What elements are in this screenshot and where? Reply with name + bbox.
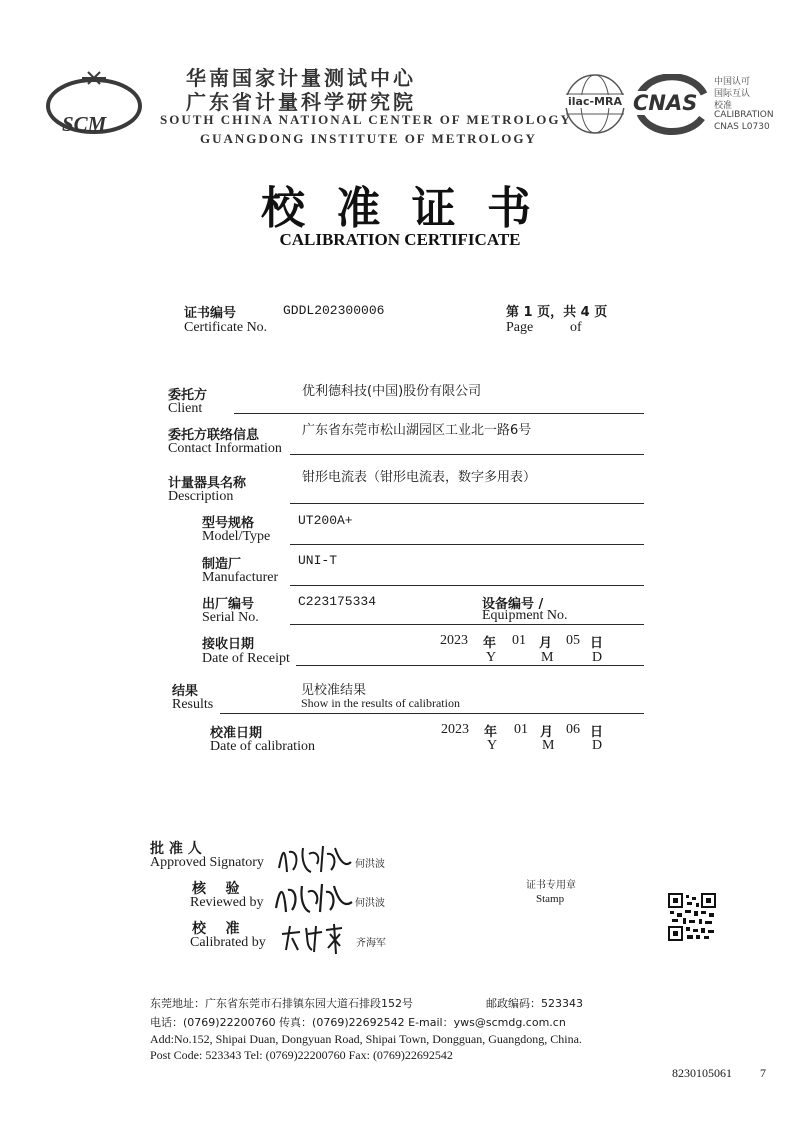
- results-value-cn: 见校准结果: [301, 683, 367, 698]
- manufacturer-label-cn: 制造厂: [202, 557, 242, 572]
- approved-name: 何洪波: [355, 859, 385, 870]
- model-underline: [290, 544, 644, 545]
- contact-label-cn: 委托方联络信息: [168, 428, 260, 443]
- receipt-year: 2023: [440, 633, 468, 648]
- receipt-year-en: Y: [486, 650, 497, 665]
- reviewed-signature: [272, 880, 354, 916]
- receipt-month-en: M: [541, 650, 554, 665]
- document-number: 8230105061: [672, 1066, 732, 1080]
- calibration-year: 2023: [441, 722, 469, 737]
- calibration-date-label-en: Date of calibration: [210, 739, 315, 754]
- institute-name-cn-2: 广东省计量科学研究院: [186, 90, 416, 114]
- approved-signature: [275, 842, 355, 876]
- results-value-en: Show in the results of calibration: [301, 696, 460, 710]
- client-value: 优利德科技(中国)股份有限公司: [302, 384, 482, 399]
- cnas-cn-3: 校准: [714, 101, 733, 111]
- equipment-label-en: Equipment No.: [482, 608, 568, 623]
- calibrated-label-en: Calibrated by: [190, 935, 266, 950]
- reviewed-signature-graphic: [272, 880, 354, 916]
- title-en: CALIBRATION CERTIFICATE: [279, 230, 521, 249]
- institute-name-cn-1: 华南国家计量测试中心: [186, 66, 416, 90]
- cnas-cn-1: 中国认可: [714, 77, 751, 87]
- calibration-year-en: Y: [487, 738, 498, 753]
- receipt-day-cn: 日: [590, 636, 604, 651]
- contact-underline: [290, 454, 644, 455]
- scm-logo: [42, 68, 146, 138]
- description-value: 钳形电流表（钳形电流表，数字多用表）: [302, 470, 537, 485]
- footer-tel-cn: 电话：(0769)22200760 传真：(0769)22692542 E-mail：yws@scmdg.com.cn: [150, 1016, 566, 1029]
- description-underline: [290, 503, 644, 504]
- reviewed-name: 何洪波: [355, 898, 385, 909]
- calibration-date-label-cn: 校准日期: [210, 726, 263, 741]
- manufacturer-label-en: Manufacturer: [202, 570, 279, 585]
- calibrated-signature-graphic: [278, 920, 358, 956]
- ilac-mra-text: ilac-MRA: [560, 95, 630, 108]
- cnas-en-2: CNAS L0730: [714, 122, 770, 132]
- page-label-en: Page: [506, 320, 534, 335]
- institute-name-en-2: GUANGDONG INSTITUTE OF METROLOGY: [200, 131, 537, 146]
- calibration-day: 06: [566, 722, 580, 737]
- manufacturer-underline: [290, 585, 644, 586]
- receipt-year-cn: 年: [483, 636, 497, 651]
- ilac-mra-logo: [560, 72, 630, 136]
- receipt-label-en: Date of Receipt: [202, 651, 290, 666]
- receipt-month-cn: 月: [539, 636, 553, 651]
- receipt-day-en: D: [592, 650, 603, 665]
- results-label-cn: 结果: [172, 684, 199, 699]
- institute-name-en-1: SOUTH CHINA NATIONAL CENTER OF METROLOGY: [160, 112, 572, 127]
- serial-underline: [290, 624, 644, 625]
- scm-logo-text: SCM: [62, 112, 107, 136]
- approved-label-cn: 批 准 人: [150, 841, 202, 857]
- serial-label-en: Serial No.: [202, 610, 259, 625]
- model-label-en: Model/Type: [202, 529, 271, 544]
- qr-code: [668, 893, 716, 941]
- reviewed-label-en: Reviewed by: [190, 895, 264, 910]
- serial-label-cn: 出厂编号: [202, 597, 255, 612]
- calibrated-signature: [278, 920, 358, 956]
- certificate-no-label-cn: 证书编号: [184, 306, 237, 321]
- equipment-label-cn: 设备编号 /: [482, 597, 544, 612]
- receipt-label-cn: 接收日期: [202, 637, 255, 652]
- footer-address-en: Add:No.152, Shipai Duan, Dongyuan Road, Shipai Town, Dongguan, Guangdong, China.: [150, 1032, 582, 1046]
- receipt-month: 01: [512, 633, 526, 648]
- receipt-underline: [296, 665, 644, 666]
- calibration-month-en: M: [542, 738, 555, 753]
- receipt-day: 05: [566, 633, 580, 648]
- cnas-text: CNAS: [633, 91, 698, 115]
- model-label-cn: 型号规格: [202, 516, 255, 531]
- stamp-label-cn: 证书专用章: [526, 880, 576, 891]
- client-label-en: Client: [168, 401, 203, 416]
- model-value: UT200A+: [298, 513, 353, 528]
- calibration-month-cn: 月: [540, 725, 554, 740]
- certificate-no-label-en: Certificate No.: [184, 320, 268, 335]
- cnas-en-1: CALIBRATION: [714, 110, 774, 120]
- calibrated-label-cn: 校 准: [192, 921, 240, 937]
- qr-code-graphic: [668, 893, 716, 941]
- calibration-month: 01: [514, 722, 528, 737]
- calibrated-name: 齐海军: [356, 938, 386, 949]
- stamp-label-en: Stamp: [536, 893, 565, 905]
- footer-postcode-cn: 邮政编码：523343: [486, 997, 583, 1010]
- approved-label-en: Approved Signatory: [150, 855, 264, 870]
- approved-signature-graphic: [275, 842, 355, 876]
- description-label-en: Description: [168, 489, 234, 504]
- manufacturer-value: UNI-T: [298, 553, 338, 568]
- calibration-day-en: D: [592, 738, 603, 753]
- description-label-cn: 计量器具名称: [168, 476, 247, 491]
- page-mark: 7: [760, 1066, 766, 1080]
- cnas-logo: [630, 74, 712, 136]
- of-label-en: of: [570, 320, 582, 335]
- results-underline: [220, 713, 644, 714]
- client-label-cn: 委托方: [168, 388, 208, 403]
- reviewed-label-cn: 核 验: [192, 881, 240, 897]
- calibration-year-cn: 年: [484, 725, 498, 740]
- results-label-en: Results: [172, 697, 214, 712]
- cnas-cn-2: 国际互认: [714, 89, 751, 99]
- serial-value: C223175334: [298, 594, 377, 609]
- footer-address-cn: 东莞地址：广东省东莞市石排镇东园大道石排段152号: [150, 997, 413, 1010]
- contact-label-en: Contact Information: [168, 441, 282, 456]
- title-cn: 校 准 证 书: [261, 183, 539, 234]
- contact-value: 广东省东莞市松山湖园区工业北一路6号: [302, 423, 532, 438]
- footer-post-en: Post Code: 523343 Tel: (0769)22200760 Fax: (0769)22692542: [150, 1048, 453, 1062]
- calibration-day-cn: 日: [590, 725, 604, 740]
- client-underline: [234, 413, 644, 414]
- certificate-no-value: GDDL202300006: [283, 303, 385, 318]
- page-count-cn: 第 1 页，共 4 页: [506, 305, 608, 320]
